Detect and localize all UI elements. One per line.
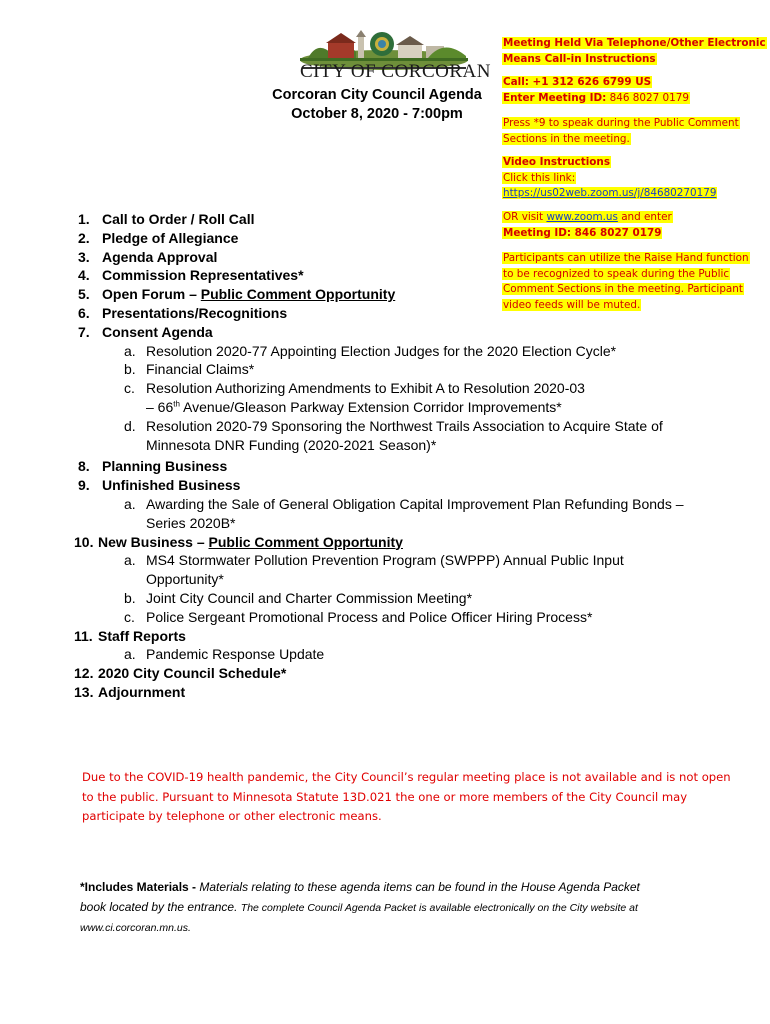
agenda-item: 3. Agenda Approval	[78, 248, 218, 265]
video-heading: Video Instructions	[503, 156, 611, 168]
agenda-title: Corcoran City Council Agenda	[272, 87, 482, 103]
agenda-item: 12. 2020 City Council Schedule*	[74, 665, 287, 682]
agenda-item: 13. Adjournment	[74, 683, 186, 700]
zoom-site-link[interactable]: www.zoom.us	[546, 211, 618, 223]
city-website: www.ci.corcoran.mn.us.	[80, 922, 191, 934]
agenda-item: 8. Planning Business	[78, 458, 228, 475]
agenda-item: 4. Commission Representatives*	[78, 267, 304, 284]
agenda-list	[74, 210, 698, 702]
video-instructions: Video Instructions Click this link: https://us02web.zoom.us/j/84680270179	[503, 156, 717, 199]
sub-item: a. Pandemic Response Update	[124, 646, 325, 663]
zoom-site-instructions: OR visit www.zoom.us and enter Meeting ID: 846 8027 0179	[503, 211, 672, 239]
call-in-heading: Meeting Held Via Telephone/Other Electronic Means Call-in Instructions	[503, 37, 766, 65]
public-comment-link: Public Comment Opportunity	[200, 286, 396, 303]
agenda-item: 1. Call to Order / Roll Call	[78, 211, 255, 227]
meeting-id: 846 8027 0179	[609, 91, 689, 104]
call-in-details	[502, 75, 690, 106]
agenda-item: 2. Pledge of Allegiance	[78, 229, 239, 246]
sub-item: b. Joint City Council and Charter Commission Meeting*	[124, 589, 473, 606]
agenda-date: October 8, 2020 - 7:00pm	[291, 106, 463, 122]
page-title	[262, 86, 492, 124]
raise-hand-instructions: Participants can utilize the Raise Hand function to be recognized to speak during the Public Comment Sections in the meeting. Participant video feeds will be muted.	[503, 252, 749, 311]
agenda-item: 9. Unfinished Business	[78, 477, 241, 494]
sub-item: a. Resolution 2020-77 Appointing Election Judges for the 2020 Election Cycle*	[124, 342, 617, 359]
sub-item: a. MS4 Stormwater Pollution Prevention Program (SWPPP) Annual Public Input Opportunity*	[124, 552, 624, 588]
sub-item: b. Financial Claims*	[124, 361, 255, 378]
call-number: Call: +1 312 626 6799 US	[503, 76, 652, 88]
city-logo-wordmark: CITY OF CORCORAN	[300, 61, 491, 82]
sub-item: c. Resolution Authorizing Amendments to Exhibit A to Resolution 2020-03 – 66th Avenue/Gleason Parkway Extension Corridor Improvements*	[124, 380, 585, 415]
meeting-id-repeat: Meeting ID: 846 8027 0179	[503, 226, 662, 239]
covid-notice: Due to the COVID-19 health pandemic, the City Council’s regular meeting place is not available and is not open to the public. Pursuant to Minnesota Statute 13D.021 the one or more members of the City Council may participate by telephone or other electronic means.	[82, 770, 731, 823]
sub-item: c. Police Sergeant Promotional Process and Police Officer Hiring Process*	[124, 608, 593, 625]
sub-item: a. Awarding the Sale of General Obligation Capital Improvement Plan Refunding Bonds – Series 2020B*	[124, 495, 684, 531]
agenda-item: 7. Consent Agenda	[78, 323, 213, 340]
materials-note: *Includes Materials - Materials relating to these agenda items can be found in the House Agenda Packet book located by the entrance. The complete Council Agenda Packet is available electronically on the City website at www.ci.corcoran.mn.us.	[80, 880, 640, 934]
meeting-id-label: Enter Meeting ID:	[503, 91, 607, 104]
public-comment-link: Public Comment Opportunity	[208, 533, 403, 550]
press-instructions: Press *9 to speak during the Public Comment Sections in the meeting.	[503, 117, 739, 145]
zoom-meeting-link[interactable]: https://us02web.zoom.us/j/84680270179	[503, 187, 717, 199]
agenda-item: 11. Staff Reports	[74, 627, 186, 644]
agenda-item: 5. Open Forum – Public Comment Opportunity	[78, 286, 396, 303]
agenda-item: 10. New Business – Public Comment Opportunity	[74, 533, 403, 550]
sub-item: d. Resolution 2020-79 Sponsoring the Northwest Trails Association to Acquire State of Minnesota DNR Funding (2020-2021 Season)*	[124, 417, 663, 453]
agenda-item: 6. Presentations/Recognitions	[78, 304, 288, 321]
